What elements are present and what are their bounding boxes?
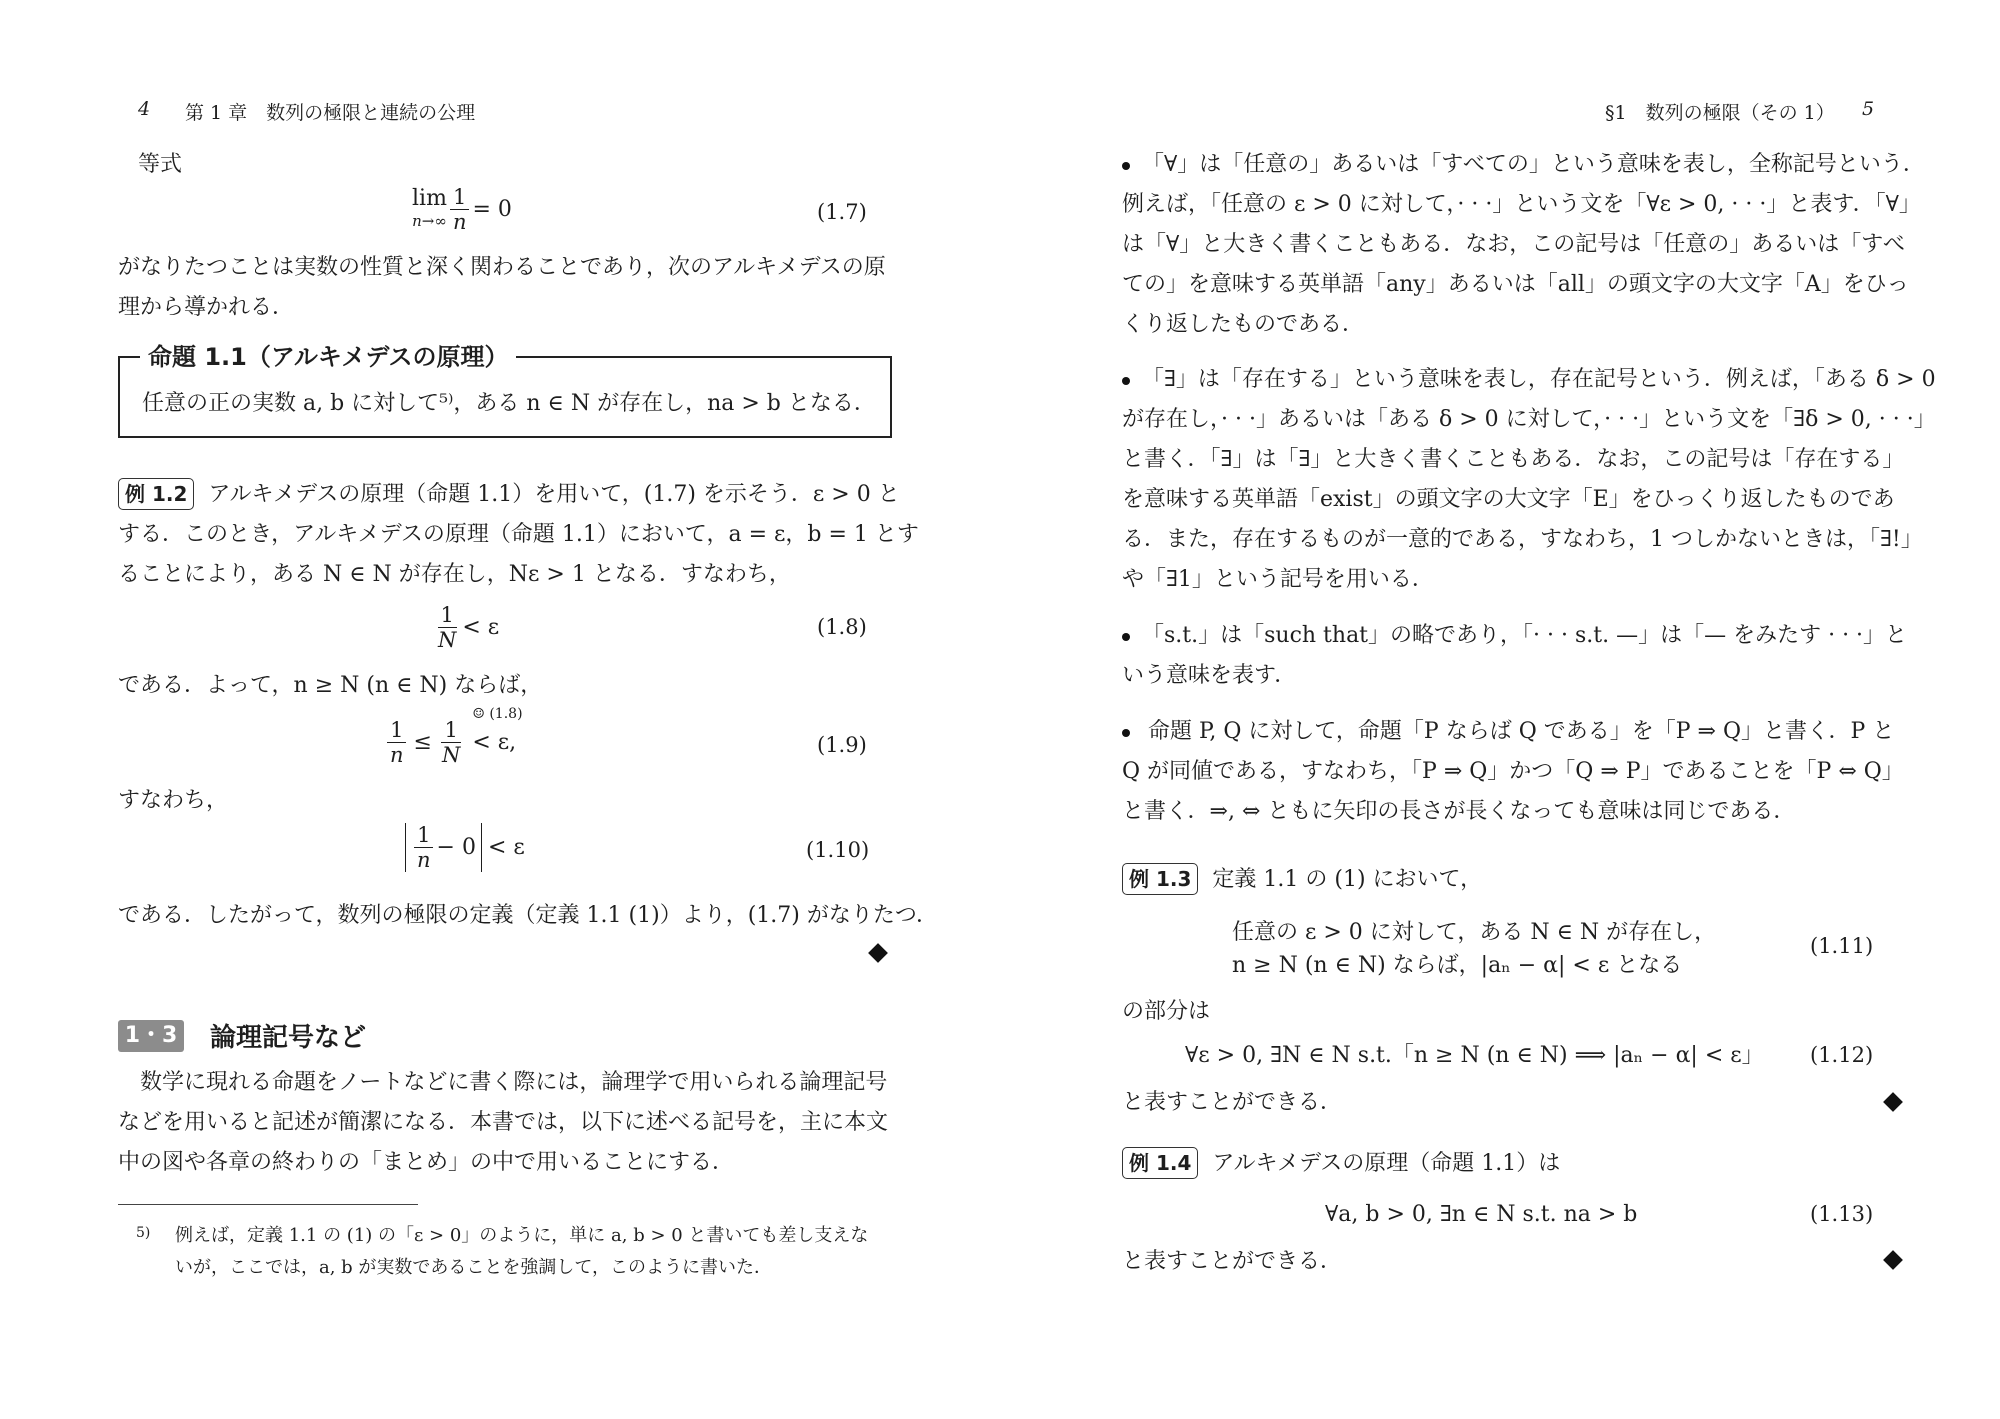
bullet-marker [1122, 162, 1130, 170]
bullet-line: と書く．⇒, ⇔ ともに矢印の長さが長くなっても意味は同じである． [1122, 799, 1796, 824]
end-of-example-mark [1883, 1092, 1903, 1112]
section-number-badge: 1・3 [118, 1020, 184, 1052]
example-label: 例 1.2 [118, 478, 194, 510]
equation-number: (1.12) [1810, 1043, 1874, 1067]
bullet-marker [1122, 633, 1130, 641]
bullet-marker [1122, 729, 1130, 737]
bullet-line: と書く．「∃」は「∃」と大きく書くこともある．なお，この記号は「存在する」 [1122, 447, 1905, 472]
paragraph-line: と表すことができる． [1122, 1090, 1343, 1115]
bullet-line: 「s.t.」は「such that」の略であり，「· · · s.t. —」は「— をみたす · · ·」と [1142, 623, 1908, 648]
end-of-example-mark [1883, 1250, 1903, 1270]
paragraph-line: 数学に現れる命題をノートなどに書く際には，論理学で用いられる論理記号 [140, 1070, 888, 1095]
bullet-marker [1122, 377, 1130, 385]
paragraph-intro: 等式 [138, 152, 183, 177]
equation-rhs: < ε [487, 835, 525, 860]
paragraph-line: がなりたつことは実数の性質と深く関わることであり，次のアルキメデスの原 [118, 255, 886, 280]
left-page [0, 0, 960, 1419]
equation-rhs: < ε [462, 615, 500, 640]
proposition-title: 命題 1.1（アルキメデスの原理） [140, 340, 516, 374]
footnote-mark: 5) [136, 1225, 151, 1241]
proposition-body: 任意の正の実数 a, b に対して⁵⁾，ある n ∈ N が存在し，na > b となる． [142, 391, 876, 416]
fraction: $\frac{1}{N}$ [438, 603, 457, 652]
bullet-line: いう意味を表す． [1122, 663, 1297, 688]
example-text: アルキメデスの原理（命題 1.1）は [1212, 1151, 1561, 1176]
footnote-line: いが，ここでは，a, b が実数であることを強調して，このように書いた． [175, 1257, 773, 1278]
equation-1-8 [432, 603, 499, 652]
paragraph-line: と表すことができる． [1122, 1249, 1343, 1274]
bullet-line: を意味する英単語「exist」の頭文字の大文字「E」をひっくり返したものであ [1122, 487, 1895, 512]
equation-rhs: = 0 [472, 197, 512, 222]
fraction: $\frac{1}{N}$ [441, 718, 461, 767]
bullet-line: は「∀」と大きく書くこともある．なお，この記号は「任意の」あるいは「すべ [1122, 232, 1905, 257]
equation-1-13: ∀a, b > 0, ∃n ∈ N s.t. na > b [1325, 1202, 1638, 1227]
equation-1-12: ∀ε > 0, ∃N ∈ N s.t.「n ≥ N (n ∈ N) ⟹ |aₙ − α| < ε」 [1185, 1043, 1764, 1068]
bullet-line: 「∀」は「任意の」あるいは「すべての」という意味を表し，全称記号という． [1142, 152, 1925, 177]
equation-number: (1.10) [806, 838, 870, 862]
fraction: $\frac{1}{n}$ [450, 185, 470, 234]
paragraph-line: すなわち， [118, 788, 229, 813]
bullet-line: 例えば，「任意の ε > 0 に対して，· · ·」という文を「∀ε > 0, · · ·」と表す．「∀」 [1122, 192, 1921, 217]
equation-number: (1.13) [1810, 1202, 1874, 1226]
equation-number: (1.9) [817, 733, 867, 757]
right-page [1040, 0, 2000, 1419]
footnote-rule [118, 1204, 418, 1205]
annotated-relation [472, 706, 523, 755]
example-1-2 [118, 475, 900, 515]
fraction: $\frac{1}{n}$ [387, 718, 407, 767]
example-label: 例 1.3 [1122, 863, 1198, 895]
bullet-line: ての」を意味する英単語「any」あるいは「all」の頭文字の大文字「A」をひっ [1122, 272, 1909, 297]
example-text: アルキメデスの原理（命題 1.1）を用いて，(1.7) を示そう．ε > 0 と [208, 482, 900, 507]
page-number: 4 [138, 98, 151, 120]
equation-number: (1.8) [817, 615, 867, 639]
fraction: $\frac{1}{n}$ [414, 823, 434, 872]
bullet-line: Q が同値である，すなわち，「P ⇒ Q」かつ「Q ⇒ P」であることを「P ⇔ Q」 [1122, 759, 1904, 784]
running-header: 第 1 章 数列の極限と連続の公理 [185, 102, 476, 124]
equation-rhs: < ε, [472, 730, 517, 755]
paragraph-line: である．よって，n ≥ N (n ∈ N) ならば， [118, 673, 543, 698]
paragraph-line: である．したがって，数列の極限の定義（定義 1.1 (1)）より，(1.7) がなりたつ． [118, 903, 938, 928]
equation-1-10 [405, 823, 525, 872]
absolute-value: $\frac{1}{n}$ − 0 [405, 823, 482, 872]
paragraph-line: 中の図や各章の終わりの「まとめ」の中で用いることにする． [118, 1150, 735, 1175]
equation-number: (1.11) [1810, 934, 1874, 958]
running-header: §1 数列の極限（その 1） [1605, 102, 1835, 124]
equation-1-11-line: 任意の ε > 0 に対して，ある N ∈ N が存在し， [1232, 920, 1717, 945]
equation-1-9 [384, 706, 523, 767]
equation-1-11-line: n ≥ N (n ∈ N) ならば，|aₙ − α| < ε となる [1232, 953, 1683, 978]
paragraph-line: の部分は [1122, 999, 1211, 1024]
relation-annotation: ☺ (1.8) [472, 706, 523, 722]
equation-number: (1.7) [817, 200, 867, 224]
bullet-line: や「∃1」という記号を用いる． [1122, 567, 1434, 592]
paragraph-line: などを用いると記述が簡潔になる．本書では，以下に述べる記号を，主に本文 [118, 1110, 889, 1135]
example-text: 定義 1.1 の (1) において， [1212, 867, 1483, 892]
example-1-4 [1122, 1144, 1560, 1184]
bullet-line: る．また，存在するものが一意的である，すなわち，1 つしかないときは，「∃!」 [1122, 527, 1923, 552]
bullet-line: くり返したものである． [1122, 312, 1365, 337]
less-equal-sign: ≤ [413, 730, 432, 755]
paragraph-line: 理から導かれる． [118, 295, 295, 320]
limit-operator: lim n→∞ [412, 185, 447, 230]
end-of-example-mark [868, 943, 888, 963]
paragraph-line: ることにより，ある N ∈ N が存在し，Nε > 1 となる．すなわち， [118, 562, 791, 587]
footnote-line: 例えば，定義 1.1 の (1) の「ε > 0」のように，単に a, b > 0 と書いても差し支えな [175, 1225, 869, 1246]
section-title: 論理記号など [210, 1023, 367, 1053]
bullet-line: が存在し，· · ·」あるいは「ある δ > 0 に対して，· · ·」という文を「∃δ > 0, · · ·」 [1122, 407, 1936, 432]
bullet-line: 「∃」は「存在する」という意味を表し，存在記号という．例えば，「ある δ > 0 [1142, 367, 1936, 392]
paragraph-line: する．このとき，アルキメデスの原理（命題 1.1）において，a = ε，b = 1 とす [118, 522, 919, 547]
bullet-line: 命題 P, Q に対して，命題「P ならば Q である」を「P ⇒ Q」と書く．P と [1148, 719, 1895, 744]
example-label: 例 1.4 [1122, 1147, 1198, 1179]
equation-1-7 [412, 185, 512, 234]
example-1-3 [1122, 860, 1482, 900]
page-number: 5 [1862, 98, 1875, 120]
